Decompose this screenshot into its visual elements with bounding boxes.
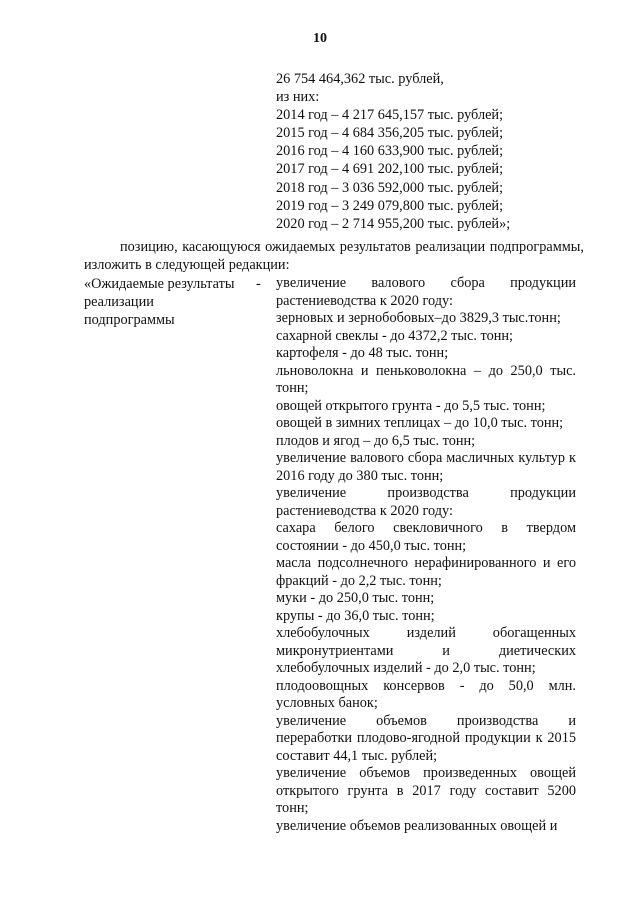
result-item: льноволокна и пеньковолокна – до 250,0 тыс. тонн;	[276, 362, 576, 396]
result-item: овощей открытого грунта - до 5,5 тыс. тонн;	[276, 397, 546, 414]
result-item: увеличение объемов произведенных овощей открытого грунта в 2017 году составит 5200 тонн;	[276, 765, 576, 816]
result-item: муки - до 250,0 тыс. тонн;	[276, 590, 435, 606]
result-item: увеличение объемов реализованных овощей и	[276, 817, 558, 834]
funding-block	[276, 70, 606, 233]
funding-total: 26 754 464,362 тыс. рублей,	[276, 71, 444, 87]
result-item: сахара белого свекловичного в твердом состоянии - до 450,0 тыс. тонн;	[276, 520, 576, 554]
result-item: зерновых и зернобобовых–до 3829,3 тыс.тонн;	[276, 310, 561, 326]
funding-year-line: 2017 год – 4 691 202,100 тыс. рублей;	[276, 161, 504, 178]
result-item: плодоовощных консервов - до 50,0 млн. условных банок;	[276, 677, 576, 711]
result-item: хлебобулочных изделий обогащенных микронутриентами и диетических хлебобулочных изделий - до 2,0 тыс. тонн;	[276, 625, 576, 676]
result-item: крупы - до 36,0 тыс. тонн;	[276, 607, 435, 624]
funding-year-line: 2019 год – 3 249 079,800 тыс. рублей;	[276, 197, 504, 214]
result-item: увеличение валового сбора масличных культур к 2016 году до 380 тыс. тонн;	[276, 450, 576, 484]
result-item: сахарной свеклы - до 4372,2 тыс. тонн;	[276, 327, 514, 344]
funding-year-line: 2015 год – 4 684 356,205 тыс. рублей;	[276, 125, 504, 142]
result-item: увеличение производства продукции растениеводства к 2020 году:	[276, 485, 576, 519]
label-dash: -	[256, 276, 261, 292]
expected-results-list	[276, 275, 576, 835]
expected-results-label: «Ожидаемые результаты реализации подпрограммы	[84, 276, 235, 329]
result-item: увеличение объемов производства и переработки плодово-ягодной продукции к 2015 составит 44,1 тыс. рублей;	[276, 712, 576, 764]
page-number: 10	[313, 31, 327, 46]
funding-of-which: из них:	[276, 89, 320, 106]
result-item: масла подсолнечного нерафинированного и его фракций - до 2,2 тыс. тонн;	[276, 555, 576, 589]
funding-year-line: 2016 год – 4 160 633,900 тыс. рублей;	[276, 143, 504, 160]
result-item: увеличение валового сбора продукции растениеводства к 2020 году:	[276, 275, 576, 309]
funding-year-line: 2020 год – 2 714 955,200 тыс. рублей»;	[276, 215, 511, 232]
intro-paragraph: позицию, касающуюся ожидаемых результатов реализации подпрограммы, изложить в следующей редакции:	[84, 239, 584, 274]
funding-year-line: 2018 год – 3 036 592,000 тыс. рублей;	[276, 179, 504, 196]
result-item: овощей в зимних теплицах – до 10,0 тыс. тонн;	[276, 415, 564, 431]
funding-year-line: 2014 год – 4 217 645,157 тыс. рублей;	[276, 107, 504, 124]
result-item: картофеля - до 48 тыс. тонн;	[276, 345, 449, 361]
result-item: плодов и ягод – до 6,5 тыс. тонн;	[276, 432, 476, 449]
